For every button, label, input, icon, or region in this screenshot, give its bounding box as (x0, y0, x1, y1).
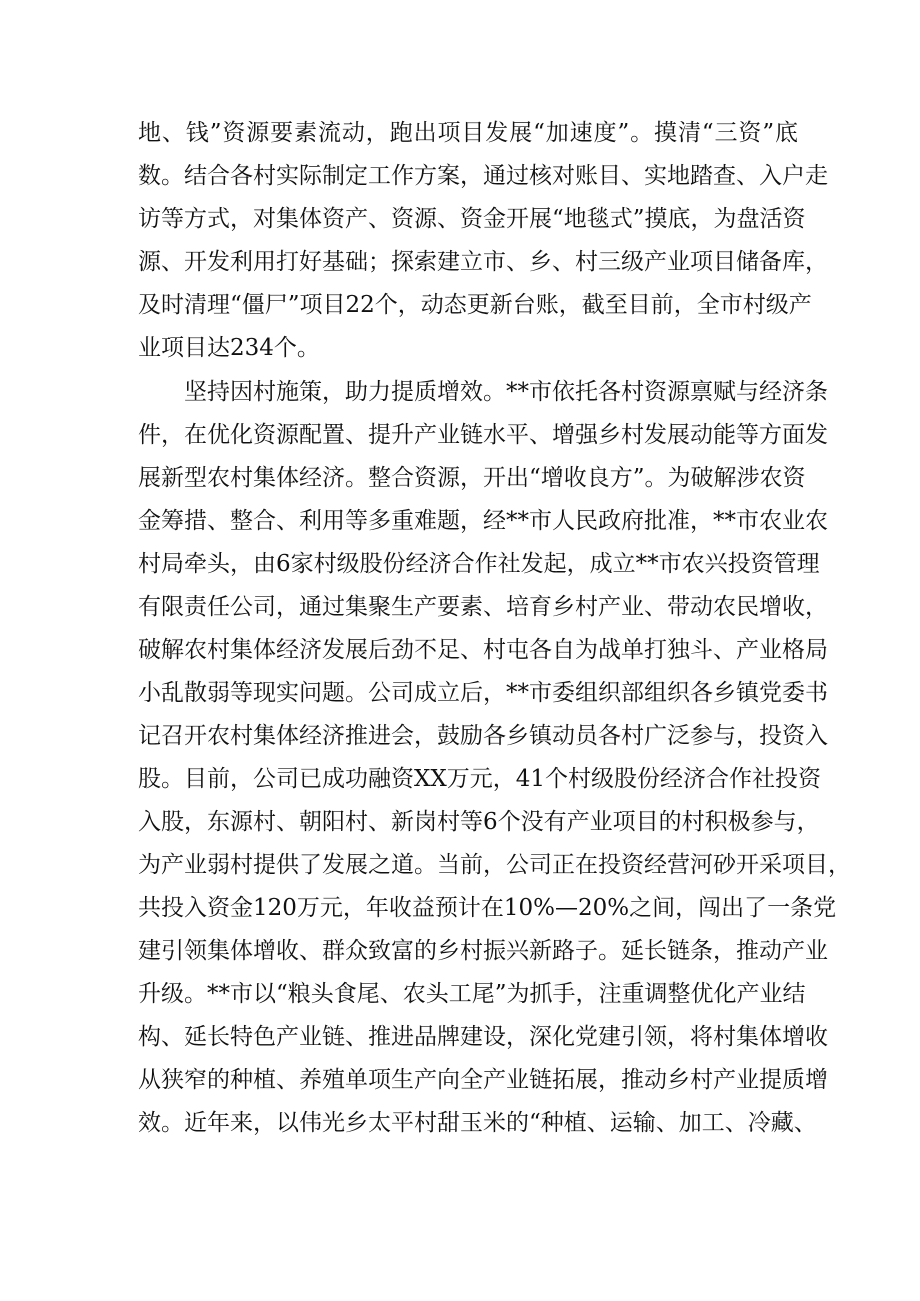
text-line: 展新型农村集体经济。整合资源，开出“增收良方”。为破解涉农资 (138, 465, 806, 491)
text-line: 股。目前，公司已成功融资XX万元，41个村级股份经济合作社投资 (138, 766, 822, 792)
text-line: 访等方式，对集体资产、资源、资金开展“地毯式”摸底，为盘活资 (138, 206, 806, 232)
text-line: 升级。**市以“粮头食尾、农头工尾”为抓手，注重调整优化产业结 (138, 981, 806, 1007)
text-line: 破解农村集体经济发展后劲不足、村屯各自为战单打独斗、产业格局 (138, 637, 828, 663)
text-line: 件，在优化资源配置、提升产业链水平、增强乡村发展动能等方面发 (138, 422, 828, 448)
text-line: 地、钱”资源要素流动，跑出项目发展“加速度”。摸清“三资”底 (138, 120, 798, 146)
text-line: 有限责任公司，通过集聚生产要素、培育乡村产业、带动农民增收， (138, 594, 828, 620)
text-line: 建引领集体增收、群众致富的乡村振兴新路子。延长链条，推动产业 (138, 938, 828, 964)
text-line: 共投入资金120万元，年收益预计在10%—20%之间，闯出了一条党 (138, 895, 837, 921)
text-line: 效。近年来，以伟光乡太平村甜玉米的“种植、运输、加工、冷藏、 (138, 1110, 817, 1136)
text-line: 入股，东源村、朝阳村、新岗村等6个没有产业项目的村积极参与， (138, 809, 820, 835)
text-line: 业项目达234个。 (138, 335, 320, 361)
text-line: 金筹措、整合、利用等多重难题，经**市人民政府批准，**市农业农 (138, 508, 828, 534)
text-line: 小乱散弱等现实问题。公司成立后，**市委组织部组织各乡镇党委书 (138, 680, 828, 706)
text-line: 村局牵头，由6家村级股份经济合作社发起，成立**市农兴投资管理 (138, 551, 820, 577)
text-line: 从狭窄的种植、养殖单项生产向全产业链拓展，推动乡村产业提质增 (138, 1067, 828, 1093)
text-line: 源、开发利用打好基础；探索建立市、乡、村三级产业项目储备库， (138, 249, 828, 275)
text-line: 坚持因村施策，助力提质增效。**市依托各村资源禀赋与经济条 (184, 379, 828, 405)
text-line: 及时清理“僵尸”项目22个，动态更新台账，截至目前，全市村级产 (138, 292, 812, 318)
text-line: 构、延长特色产业链、推进品牌建设，深化党建引领，将村集体增收 (138, 1024, 828, 1050)
text-line: 数。结合各村实际制定工作方案，通过核对账目、实地踏查、入户走 (138, 163, 828, 189)
paragraph-resource-inventory (138, 112, 828, 370)
paragraph-village-policy (138, 371, 851, 1145)
text-line: 记召开农村集体经济推进会，鼓励各乡镇动员各村广泛参与，投资入 (138, 723, 828, 749)
text-line: 为产业弱村提供了发展之道。当前，公司正在投资经营河砂开采项目， (138, 852, 851, 878)
